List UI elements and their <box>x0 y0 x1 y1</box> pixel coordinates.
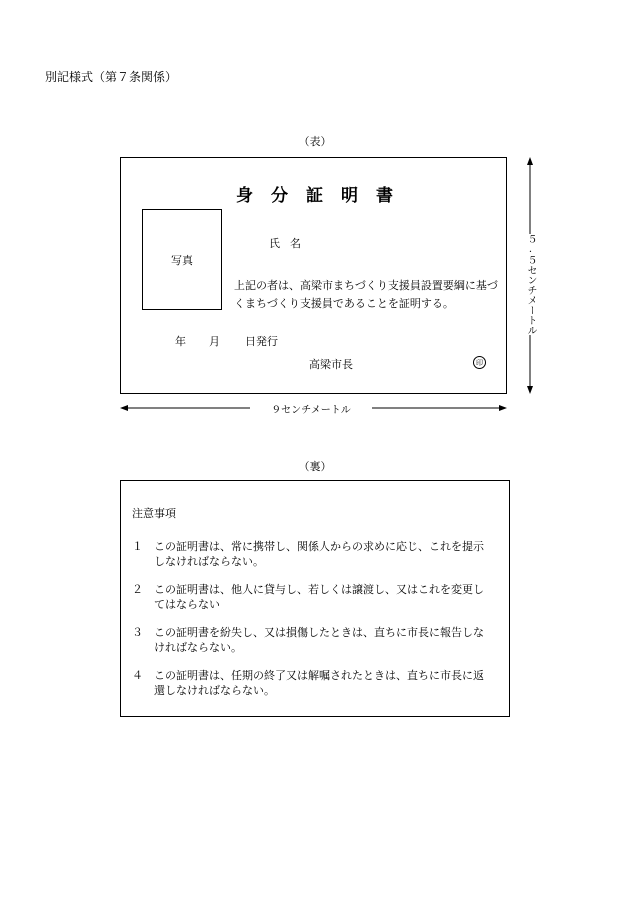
id-card-front <box>120 157 507 394</box>
note-item <box>132 668 492 698</box>
note-number: ２ <box>132 583 143 596</box>
note-item <box>132 539 492 569</box>
note-text: この証明書は、任期の終了又は解嘱されたときは、直ちに市長に返還しなければならない。 <box>154 669 484 697</box>
note-item <box>132 625 492 655</box>
width-dimension <box>120 400 507 416</box>
id-card-back <box>120 480 510 717</box>
height-dimension <box>518 157 542 394</box>
height-label: ５.５センチメートル <box>525 234 536 335</box>
photo-box <box>142 209 222 310</box>
issue-day-label: 日発行 <box>245 335 278 348</box>
note-number: ３ <box>132 626 143 639</box>
form-label: 別記様式（第７条関係） <box>45 70 178 84</box>
width-label: ９センチメートル <box>271 405 351 416</box>
seal-mark: 印 <box>473 356 486 369</box>
notes-title: 注意事項 <box>132 507 176 520</box>
note-number: １ <box>132 540 143 553</box>
note-item <box>132 582 492 612</box>
front-side-label: （表） <box>298 135 332 148</box>
note-text: この証明書は、他人に貸与し、若しくは譲渡し、又はこれを変更してはならない <box>154 583 484 611</box>
note-text: この証明書を紛失し、又は損傷したときは、直ちに市長に報告しなければならない。 <box>154 626 484 654</box>
note-number: ４ <box>132 669 143 682</box>
issuer-name: 高梁市長 <box>309 358 353 371</box>
issue-year-label: 年 <box>175 335 186 348</box>
back-side-label: （裏） <box>298 460 332 473</box>
name-label: 氏名 <box>269 237 311 250</box>
note-text: この証明書は、常に携帯し、関係人からの求めに応じ、これを提示しなければならない。 <box>154 540 484 568</box>
issue-month-label: 月 <box>209 335 220 348</box>
certification-text: 上記の者は、高梁市まちづくり支援員設置要綱に基づくまちづくり支援員であることを証明する。 <box>234 279 498 310</box>
photo-label: 写真 <box>171 253 193 267</box>
card-title: 身分証明書 <box>236 186 411 206</box>
